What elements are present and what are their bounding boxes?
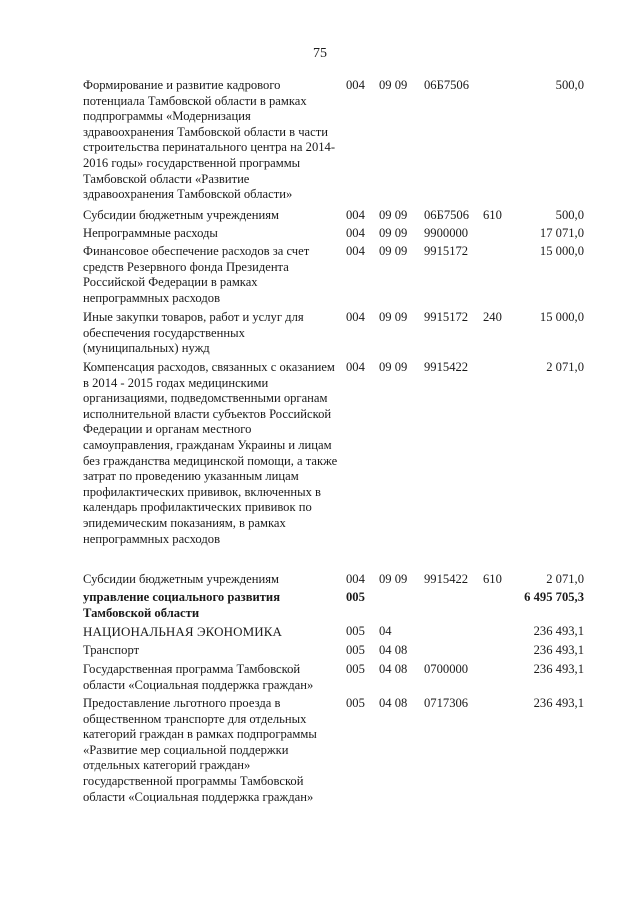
- row-cs: 0700000: [424, 662, 469, 676]
- row-name: Предоставление льготного проезда в общественном транспорте для отдельных категорий граждан в рамках подпрограммы «Развитие мер социальной поддержки отдельных категорий граждан» государственной программы Тамбовской области «Социальная поддержка граждан»: [83, 696, 317, 804]
- row-rz-pr: 09 09: [379, 244, 408, 258]
- table-row: [0, 643, 640, 662]
- table-row: [0, 360, 640, 572]
- row-rz-pr: 04: [379, 624, 392, 638]
- table-row: [0, 78, 640, 208]
- row-rz-pr: 04 08: [379, 643, 408, 657]
- row-sum: 15 000,0: [539, 310, 584, 324]
- table-row: [0, 624, 640, 643]
- row-cs: 0717306: [424, 696, 469, 710]
- row-name: управление социального развития Тамбовской области: [83, 590, 281, 620]
- row-cs: 9915422: [424, 572, 469, 586]
- row-rz-pr: 09 09: [379, 78, 408, 92]
- row-name: НАЦИОНАЛЬНАЯ ЭКОНОМИКА: [83, 624, 282, 639]
- row-rz-pr: 09 09: [379, 360, 408, 374]
- row-sum: 236 493,1: [533, 662, 584, 676]
- row-sum: 500,0: [555, 208, 584, 222]
- row-sum: 2 071,0: [546, 572, 584, 586]
- table-row: [0, 208, 640, 226]
- row-name: Субсидии бюджетным учреждениям: [83, 572, 279, 586]
- row-sum: 17 071,0: [539, 226, 584, 240]
- row-sum: 2 071,0: [546, 360, 584, 374]
- row-ved: 005: [346, 662, 365, 676]
- row-vr: 610: [483, 572, 502, 586]
- row-rz-pr: 09 09: [379, 572, 408, 586]
- row-ved: 005: [346, 590, 365, 604]
- row-name: Непрограммные расходы: [83, 226, 218, 240]
- table-row: [0, 244, 640, 310]
- row-ved: 005: [346, 643, 365, 657]
- table-row: [0, 226, 640, 244]
- row-cs: 9915172: [424, 310, 469, 324]
- row-sum: 236 493,1: [533, 624, 584, 638]
- row-rz-pr: 04 08: [379, 662, 408, 676]
- row-name: Формирование и развитие кадрового потенциала Тамбовской области в рамках подпрограммы «Модернизация здравоохранения Тамбовской области в части строительства перинатального центра на 2014-2016 годы» государственной программы Тамбовской области «Развитие здравоохранения Тамбовской области»: [83, 78, 336, 202]
- row-name: Государственная программа Тамбовской области «Социальная поддержка граждан»: [83, 662, 314, 692]
- row-sum: 500,0: [555, 78, 584, 92]
- row-sum: 236 493,1: [533, 696, 584, 710]
- row-name: Субсидии бюджетным учреждениям: [83, 208, 279, 222]
- row-sum: 236 493,1: [533, 643, 584, 657]
- table-row: [0, 572, 640, 590]
- row-ved: 004: [346, 78, 365, 92]
- row-ved: 004: [346, 208, 365, 222]
- row-cs: 9915172: [424, 244, 469, 258]
- row-ved: 004: [346, 360, 365, 374]
- row-cs: 9900000: [424, 226, 469, 240]
- row-vr: 610: [483, 208, 502, 222]
- row-name: Транспорт: [83, 643, 140, 657]
- row-ved: 004: [346, 310, 365, 324]
- row-rz-pr: 04 08: [379, 696, 408, 710]
- row-name: Компенсация расходов, связанных с оказанием в 2014 - 2015 годах медицинскими организациями, подведомственными органам исполнительной власти субъектов Российской Федерации и органам местного самоуправления, гражданам Украины и лицам без гражданства медицинской помощи, а также затрат по проведению указанным лицам профилактических прививок, включенных в календарь профилактических прививок по эпидемическим показаниям, в рамках непрограммных расходов: [83, 360, 338, 546]
- table-row: [0, 590, 640, 624]
- row-cs: 06Б7506: [424, 208, 470, 222]
- row-ved: 005: [346, 696, 365, 710]
- row-ved: 004: [346, 244, 365, 258]
- row-sum: 6 495 705,3: [524, 590, 584, 604]
- table-row: [0, 310, 640, 360]
- row-vr: 240: [483, 310, 502, 324]
- row-ved: 004: [346, 226, 365, 240]
- row-ved: 005: [346, 624, 365, 638]
- table-row: [0, 662, 640, 696]
- row-ved: 004: [346, 572, 365, 586]
- page-number: 75: [313, 46, 327, 61]
- budget-table: [0, 78, 640, 804]
- row-rz-pr: 09 09: [379, 310, 408, 324]
- row-cs: 06Б7506: [424, 78, 470, 92]
- row-rz-pr: 09 09: [379, 226, 408, 240]
- row-cs: 9915422: [424, 360, 469, 374]
- row-name: Финансовое обеспечение расходов за счет средств Резервного фонда Президента Российской Федерации в рамках непрограммных расходов: [83, 244, 310, 305]
- row-name: Иные закупки товаров, работ и услуг для обеспечения государственных (муниципальных) нужд: [83, 310, 304, 356]
- table-row: [0, 696, 640, 804]
- row-sum: 15 000,0: [539, 244, 584, 258]
- row-rz-pr: 09 09: [379, 208, 408, 222]
